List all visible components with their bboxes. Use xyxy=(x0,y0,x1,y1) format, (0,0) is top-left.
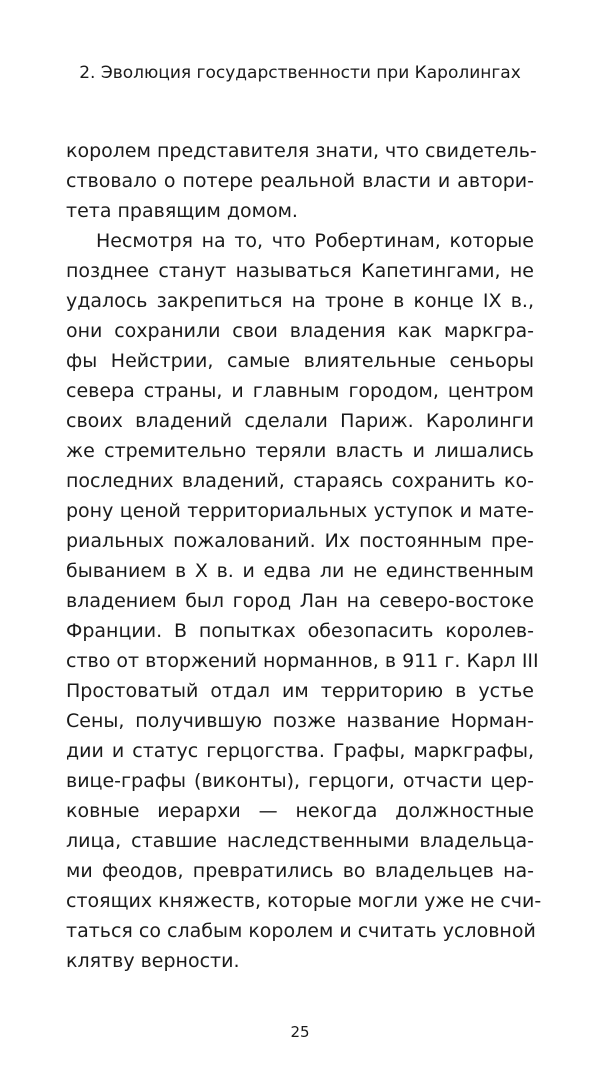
text-line: лица, ставшие наследственными владельца- xyxy=(66,830,534,852)
text-line: они сохранили свои владения как маркгра- xyxy=(66,320,534,342)
text-line: позднее станут называться Капетингами, не xyxy=(66,260,534,282)
text-line: Франции. В попытках обезопасить королев- xyxy=(66,620,534,642)
text-line: ствовало о потере реальной власти и автори- xyxy=(66,170,534,192)
text-line: Несмотря на то, что Робертинам, которые xyxy=(96,230,534,252)
paragraph xyxy=(66,226,542,976)
paragraph xyxy=(66,136,537,226)
text-line: севера страны, и главным городом, центром xyxy=(66,380,534,402)
text-line: Простоватый отдал им территорию в устье xyxy=(66,680,534,702)
text-line: королем представителя знати, что свидетель- xyxy=(66,140,537,162)
text-line: тета правящим домом. xyxy=(66,200,298,222)
text-line: удалось закрепиться на троне в конце IX в., xyxy=(66,290,534,312)
text-line: последних владений, стараясь сохранить ко- xyxy=(66,470,534,492)
text-line: ми феодов, превратились во владельцев на- xyxy=(66,860,534,882)
text-line: своих владений сделали Париж. Каролинги xyxy=(66,410,534,432)
text-line: ковные иерархи — некогда должностные xyxy=(66,800,534,822)
text-line: стоящих княжеств, которые могли уже не счи- xyxy=(66,890,542,912)
text-line: ство от вторжений норманнов, в 911 г. Карл III xyxy=(66,650,539,672)
page-number: 25 xyxy=(290,1023,310,1041)
text-line: владением был город Лан на северо-востоке xyxy=(66,590,534,612)
text-line: риальных пожалований. Их постоянным пре- xyxy=(66,530,534,552)
running-head: 2. Эволюция государственности при Каролингах xyxy=(79,63,521,83)
text-line: клятву верности. xyxy=(66,950,240,972)
text-line: быванием в X в. и едва ли не единственным xyxy=(66,560,534,582)
text-line: дии и статус герцогства. Графы, маркграфы, xyxy=(66,740,534,762)
text-line: таться со слабым королем и считать условной xyxy=(66,920,536,942)
text-line: вице-графы (виконты), герцоги, отчасти цер- xyxy=(66,770,534,792)
text-line: же стремительно теряли власть и лишались xyxy=(66,440,534,462)
body-text xyxy=(66,136,542,976)
text-line: фы Нейстрии, самые влиятельные сеньоры xyxy=(66,350,534,372)
text-line: рону ценой территориальных уступок и мате- xyxy=(66,500,534,522)
text-line: Сены, получившую позже название Норман- xyxy=(66,710,534,732)
